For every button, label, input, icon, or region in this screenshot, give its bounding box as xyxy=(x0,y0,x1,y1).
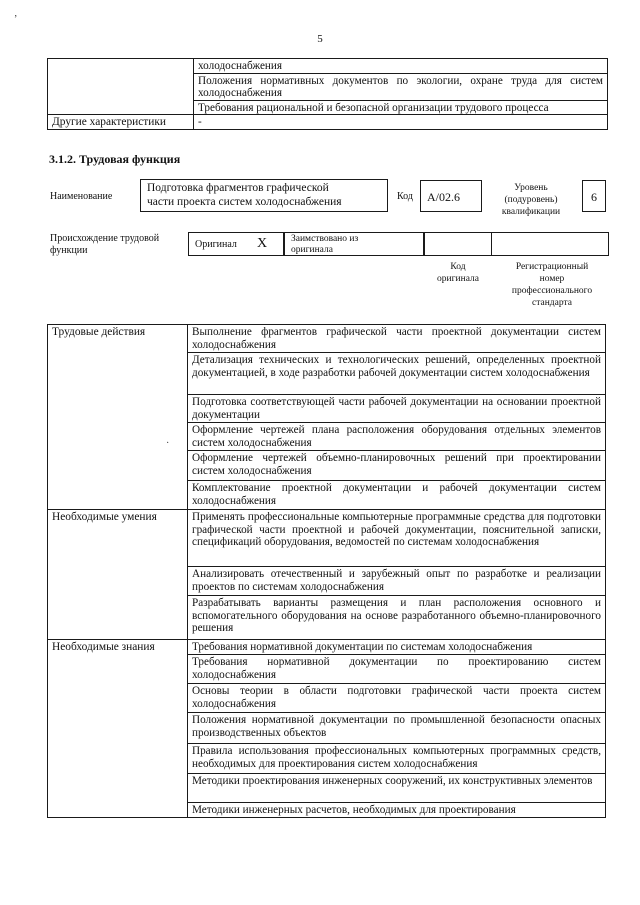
scan-speck: · xyxy=(166,438,170,449)
name-label: Наименование xyxy=(50,191,113,202)
labor-action-item: Комплектование проектной документации и рабочей документации систем холодоснабжения xyxy=(188,481,606,510)
origin-label xyxy=(50,233,159,257)
labor-actions-label: Трудовые действия xyxy=(48,325,188,510)
table-cell: - xyxy=(194,115,608,130)
reg-caption-line: Регистрационный xyxy=(515,262,589,272)
labor-action-item: Детализация технических и технологических решений, определенных проектной документацией, в ходе разработки рабочей документации систем холодоснабжения xyxy=(188,353,606,395)
skills-label: Необходимые умения xyxy=(48,510,188,640)
knowledge-label: Необходимые знания xyxy=(48,640,188,818)
level-label-line: (подуровень) xyxy=(504,195,558,205)
skill-item: Анализировать отечественный и зарубежный опыт по разработке и реализации проектов по системам холодоснабжения xyxy=(188,567,606,596)
reg-number-box xyxy=(491,232,609,256)
code-label: Код xyxy=(397,191,413,202)
code-caption xyxy=(424,261,492,285)
function-name-box xyxy=(140,179,388,212)
skill-item: Разрабатывать варианты размещения и план расположения основного и вспомогательного оборудования на основе разработанного объемно-планировочного решения xyxy=(188,596,606,640)
original-code-box xyxy=(424,232,492,256)
original-mark: X xyxy=(257,236,268,251)
origin-label-line: Происхождение трудовой xyxy=(50,233,160,244)
table-cell: Требования рациональной и безопасной организации трудового процесса xyxy=(194,100,608,115)
knowledge-item: Правила использования профессиональных компьютерных программных средств, необходимых для проектирования систем холодоснабжения xyxy=(188,744,606,774)
continuation-table xyxy=(47,58,608,130)
borrowed-line: Заимствовано из xyxy=(291,234,359,244)
labor-action-item: Выполнение фрагментов графической части проектной документации систем холодоснабжения xyxy=(188,325,606,353)
level-label-line: Уровень xyxy=(514,183,548,193)
original-box xyxy=(188,232,284,256)
labor-action-item: Оформление чертежей объемно-планировочных решений при проектировании систем холодоснабжения xyxy=(188,451,606,481)
labor-action-item: Оформление чертежей плана расположения оборудования отдельных элементов систем холодоснабжения xyxy=(188,423,606,451)
origin-label-line: функции xyxy=(50,245,88,256)
table-cell: холодоснабжения xyxy=(194,59,608,74)
function-name-line: Подготовка фрагментов графической xyxy=(147,182,329,194)
code-caption-line: оригинала xyxy=(437,274,479,284)
knowledge-item: Требования нормативной документации по системам холодоснабжения xyxy=(188,640,606,655)
level-value-box: 6 xyxy=(582,180,606,212)
knowledge-item: Методики проектирования инженерных сооружений, их конструктивных элементов xyxy=(188,774,606,803)
level-label-line: квалификации xyxy=(501,207,561,217)
borrowed-line: оригинала xyxy=(291,245,333,255)
reg-caption xyxy=(494,261,610,309)
code-value-box: А/02.6 xyxy=(420,180,482,212)
level-label xyxy=(486,182,576,218)
knowledge-item: Требования нормативной документации по проектированию систем холодоснабжения xyxy=(188,655,606,684)
section-title: 3.1.2. Трудовая функция xyxy=(49,152,181,166)
original-label: Оригинал xyxy=(195,239,237,250)
knowledge-item: Методики инженерных расчетов, необходимых для проектирования xyxy=(188,803,606,818)
corner-mark: ʼ xyxy=(14,14,18,25)
skill-item: Применять профессиональные компьютерные программные средства для подготовки графической части проектной и рабочей документации, пояснительной записки, спецификаций оборудования, ведомостей по системам холодоснабжения xyxy=(188,510,606,567)
borrowed-box xyxy=(284,232,424,256)
table-label-cell xyxy=(48,59,194,115)
code-caption-line: Код xyxy=(450,262,466,272)
knowledge-item: Основы теории в области подготовки графической части проекта систем холодоснабжения xyxy=(188,684,606,713)
reg-caption-line: стандарта xyxy=(532,298,572,308)
knowledge-item: Положения нормативной документации по промышленной безопасности опасных производственных объектов xyxy=(188,713,606,744)
function-name-line: части проекта систем холодоснабжения xyxy=(147,196,342,208)
page-number: 5 xyxy=(317,33,323,45)
reg-caption-line: номер xyxy=(539,274,565,284)
labor-action-item: Подготовка соответствующей части рабочей документации на основании проектной документации xyxy=(188,395,606,423)
table-cell: Положения нормативных документов по экологии, охране труда для систем холодоснабжения xyxy=(194,73,608,100)
other-characteristics-label: Другие характеристики xyxy=(48,115,194,130)
labor-function-table xyxy=(47,324,606,818)
reg-caption-line: профессионального xyxy=(511,286,593,296)
